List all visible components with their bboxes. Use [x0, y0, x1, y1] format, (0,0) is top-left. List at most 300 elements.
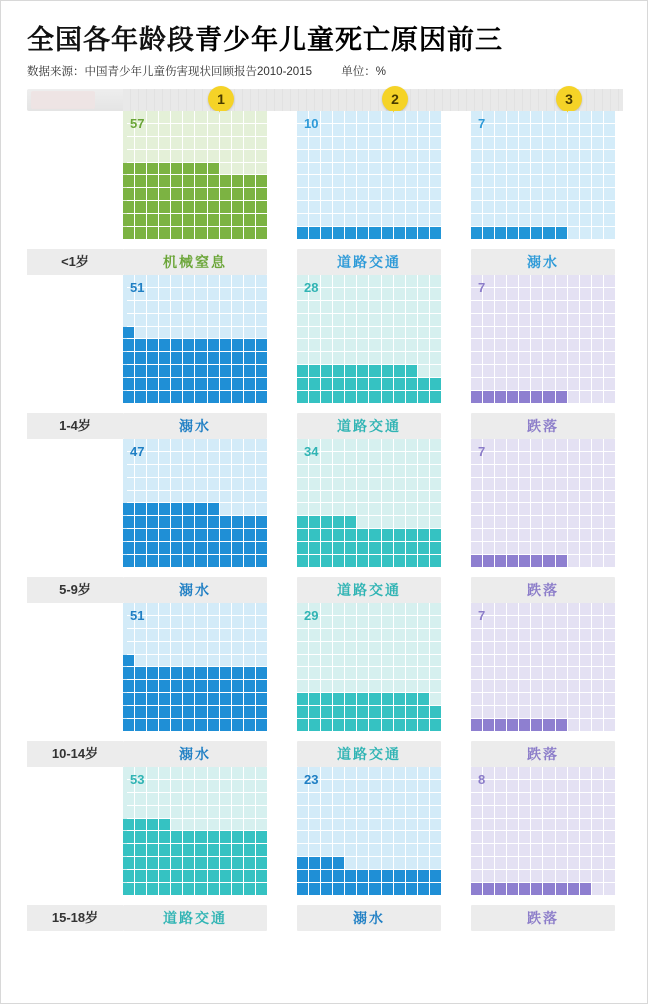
waffle-cell [159, 391, 170, 403]
waffle-cell [297, 465, 308, 477]
waffle-cell [369, 491, 380, 503]
waffle-cell [232, 706, 243, 718]
waffle-chart [123, 275, 267, 403]
waffle-cell [321, 439, 332, 451]
waffle-cell [357, 642, 368, 654]
waffle-cell [406, 793, 417, 805]
age-label [27, 905, 123, 931]
waffle-cell [256, 719, 267, 731]
waffle-cell [580, 831, 591, 843]
waffle-cell [357, 111, 368, 123]
waffle-cell [382, 288, 393, 300]
waffle-cell [418, 831, 429, 843]
waffle-cell [543, 780, 554, 792]
waffle-cell [495, 667, 506, 679]
waffle-cell [183, 844, 194, 856]
waffle-cell [357, 201, 368, 213]
waffle-cell [232, 163, 243, 175]
rank-badge-3: 3 [556, 86, 582, 112]
waffle-cell [171, 227, 182, 239]
waffle-cell [345, 124, 356, 136]
waffle-cell [171, 465, 182, 477]
waffle-cell [321, 201, 332, 213]
waffle-cell [309, 655, 320, 667]
waffle-cell [369, 529, 380, 541]
waffle-cell [418, 719, 429, 731]
waffle-cell [147, 491, 158, 503]
cause-label-text: 溺水 [527, 254, 559, 270]
waffle-cell [382, 857, 393, 869]
waffle-cell [543, 719, 554, 731]
waffle-cell [382, 452, 393, 464]
waffle-cell [123, 529, 134, 541]
waffle-cell [321, 163, 332, 175]
cause-block [123, 111, 267, 275]
waffle-cell [369, 124, 380, 136]
waffle-grid [123, 767, 267, 895]
waffle-cell [418, 629, 429, 641]
value-label: 7 [478, 444, 486, 459]
waffle-cell [171, 767, 182, 779]
waffle-cell [369, 365, 380, 377]
waffle-cell [592, 642, 603, 654]
waffle-cell [147, 201, 158, 213]
waffle-cell [394, 175, 405, 187]
waffle-cell [495, 655, 506, 667]
waffle-cell [519, 163, 530, 175]
waffle-cell [592, 491, 603, 503]
waffle-cell [483, 655, 494, 667]
waffle-cell [297, 642, 308, 654]
waffle-cell [430, 378, 441, 390]
waffle-cell [531, 124, 542, 136]
waffle-cell [183, 452, 194, 464]
waffle-cell [556, 327, 567, 339]
cause-label [297, 413, 441, 439]
waffle-cell [382, 793, 393, 805]
waffle-cell [394, 124, 405, 136]
waffle-cell [406, 831, 417, 843]
waffle-cell [220, 719, 231, 731]
waffle-cell [543, 793, 554, 805]
age-label-text: 15-18岁 [51, 910, 99, 925]
waffle-cell [220, 288, 231, 300]
waffle-cell [531, 478, 542, 490]
waffle-cell [483, 465, 494, 477]
waffle-cell [220, 175, 231, 187]
waffle-cell [543, 314, 554, 326]
waffle-cell [430, 478, 441, 490]
waffle-cell [471, 227, 482, 239]
cause-block [123, 767, 267, 931]
waffle-cell [495, 516, 506, 528]
waffle-cell [543, 465, 554, 477]
waffle-cell [256, 288, 267, 300]
waffle-cell [195, 365, 206, 377]
waffle-chart [123, 111, 267, 239]
waffle-cell [604, 503, 615, 515]
waffle-cell [321, 227, 332, 239]
waffle-cell [220, 883, 231, 895]
waffle-cell [159, 542, 170, 554]
waffle-cell [580, 201, 591, 213]
waffle-cell [195, 124, 206, 136]
waffle-cell [556, 831, 567, 843]
waffle-cell [369, 629, 380, 641]
waffle-cell [333, 642, 344, 654]
waffle-chart [471, 603, 615, 731]
waffle-cell [430, 629, 441, 641]
waffle-cell [394, 314, 405, 326]
waffle-cell [345, 188, 356, 200]
waffle-cell [430, 642, 441, 654]
waffle-cell [556, 163, 567, 175]
waffle-cell [394, 227, 405, 239]
waffle-cell [394, 352, 405, 364]
age-group-row [27, 111, 623, 275]
waffle-cell [495, 883, 506, 895]
waffle-cell [418, 542, 429, 554]
waffle-cell [220, 616, 231, 628]
waffle-cell [333, 767, 344, 779]
waffle-cell [159, 819, 170, 831]
waffle-cell [531, 391, 542, 403]
waffle-cell [556, 339, 567, 351]
waffle-cell [345, 831, 356, 843]
waffle-cell [333, 555, 344, 567]
waffle-cell [309, 214, 320, 226]
waffle-cell [159, 555, 170, 567]
age-group-row [27, 275, 623, 439]
waffle-cell [556, 314, 567, 326]
waffle-cell [195, 391, 206, 403]
waffle-cell [406, 819, 417, 831]
waffle-cell [495, 188, 506, 200]
waffle-cell [543, 706, 554, 718]
waffle-cell [309, 542, 320, 554]
waffle-cell [519, 214, 530, 226]
waffle-cell [208, 616, 219, 628]
cause-label-text: 道路交通 [337, 418, 401, 434]
waffle-cell [297, 883, 308, 895]
waffle-cell [256, 227, 267, 239]
waffle-cell [123, 301, 134, 313]
waffle-cell [309, 706, 320, 718]
waffle-cell [244, 667, 255, 679]
waffle-cell [507, 516, 518, 528]
waffle-cell [333, 819, 344, 831]
waffle-cell [568, 365, 579, 377]
waffle-cell [604, 150, 615, 162]
waffle-cell [418, 870, 429, 882]
waffle-cell [357, 288, 368, 300]
waffle-cell [369, 378, 380, 390]
waffle-grid [297, 767, 441, 895]
waffle-cell [333, 352, 344, 364]
waffle-cell [592, 870, 603, 882]
waffle-cell [232, 503, 243, 515]
waffle-cell [592, 629, 603, 641]
waffle-cell [471, 870, 482, 882]
waffle-cell [580, 629, 591, 641]
waffle-cell [507, 478, 518, 490]
waffle-cell [592, 883, 603, 895]
waffle-cell [123, 327, 134, 339]
waffle-cell [159, 806, 170, 818]
waffle-cell [183, 314, 194, 326]
waffle-cell [147, 819, 158, 831]
waffle-cell [580, 314, 591, 326]
waffle-cell [430, 452, 441, 464]
waffle-cell [483, 188, 494, 200]
waffle-cell [531, 616, 542, 628]
waffle-cell [519, 327, 530, 339]
waffle-cell [568, 680, 579, 692]
waffle-cell [519, 655, 530, 667]
waffle-cell [135, 555, 146, 567]
waffle-grid [471, 767, 615, 895]
waffle-cell [195, 693, 206, 705]
waffle-cell [592, 175, 603, 187]
waffle-cell [357, 378, 368, 390]
waffle-cell [147, 793, 158, 805]
waffle-cell [256, 629, 267, 641]
waffle-cell [483, 706, 494, 718]
waffle-cell [195, 629, 206, 641]
waffle-cell [333, 719, 344, 731]
waffle-cell [147, 365, 158, 377]
waffle-cell [418, 655, 429, 667]
waffle-cell [345, 616, 356, 628]
waffle-cell [171, 831, 182, 843]
waffle-cell [430, 339, 441, 351]
waffle-cell [483, 391, 494, 403]
waffle-chart [297, 603, 441, 731]
waffle-cell [208, 642, 219, 654]
waffle-cell [604, 806, 615, 818]
waffle-cell [543, 819, 554, 831]
waffle-cell [471, 201, 482, 213]
waffle-cell [220, 478, 231, 490]
waffle-cell [418, 339, 429, 351]
waffle-cell [568, 693, 579, 705]
waffle-cell [333, 175, 344, 187]
waffle-cell [357, 439, 368, 451]
waffle-cell [333, 516, 344, 528]
waffle-cell [394, 667, 405, 679]
waffle-cell [483, 137, 494, 149]
waffle-cell [382, 503, 393, 515]
waffle-cell [495, 529, 506, 541]
waffle-cell [382, 529, 393, 541]
waffle-cell [345, 542, 356, 554]
waffle-cell [519, 693, 530, 705]
waffle-cell [220, 378, 231, 390]
waffle-cell [507, 301, 518, 313]
waffle-cell [369, 793, 380, 805]
waffle-cell [333, 137, 344, 149]
waffle-cell [171, 275, 182, 287]
waffle-cell [321, 465, 332, 477]
waffle-cell [135, 301, 146, 313]
waffle-cell [171, 111, 182, 123]
waffle-cell [430, 227, 441, 239]
waffle-cell [394, 378, 405, 390]
waffle-cell [369, 301, 380, 313]
waffle-cell [183, 629, 194, 641]
waffle-cell [208, 667, 219, 679]
waffle-cell [333, 275, 344, 287]
waffle-cell [195, 819, 206, 831]
waffle-cell [321, 857, 332, 869]
waffle-cell [357, 603, 368, 615]
waffle-cell [519, 301, 530, 313]
waffle-cell [592, 667, 603, 679]
waffle-cell [123, 339, 134, 351]
waffle-cell [244, 150, 255, 162]
waffle-cell [256, 175, 267, 187]
waffle-cell [531, 465, 542, 477]
waffle-cell [333, 603, 344, 615]
waffle-cell [495, 616, 506, 628]
waffle-cell [256, 503, 267, 515]
waffle-cell [406, 465, 417, 477]
waffle-cell [244, 327, 255, 339]
waffle-cell [556, 693, 567, 705]
waffle-cell [369, 642, 380, 654]
waffle-cell [321, 111, 332, 123]
age-label [27, 413, 123, 439]
waffle-cell [123, 378, 134, 390]
waffle-cell [183, 819, 194, 831]
waffle-cell [592, 301, 603, 313]
waffle-cell [171, 693, 182, 705]
waffle-cell [568, 767, 579, 779]
waffle-cell [195, 491, 206, 503]
waffle-cell [147, 163, 158, 175]
waffle-cell [256, 491, 267, 503]
waffle-cell [483, 516, 494, 528]
waffle-cell [345, 478, 356, 490]
waffle-cell [394, 478, 405, 490]
waffle-cell [195, 780, 206, 792]
waffle-cell [519, 137, 530, 149]
waffle-cell [183, 439, 194, 451]
waffle-cell [208, 327, 219, 339]
waffle-cell [507, 870, 518, 882]
waffle-cell [147, 124, 158, 136]
waffle-cell [369, 327, 380, 339]
waffle-chart [123, 439, 267, 567]
waffle-cell [568, 288, 579, 300]
waffle-cell [604, 137, 615, 149]
waffle-cell [418, 616, 429, 628]
waffle-cell [220, 465, 231, 477]
waffle-cell [604, 680, 615, 692]
waffle-cell [333, 452, 344, 464]
age-group-row [27, 767, 623, 931]
waffle-cell [232, 214, 243, 226]
waffle-cell [256, 516, 267, 528]
waffle-cell [208, 227, 219, 239]
waffle-cell [244, 214, 255, 226]
waffle-cell [369, 844, 380, 856]
waffle-cell [382, 175, 393, 187]
waffle-cell [309, 883, 320, 895]
waffle-cell [430, 327, 441, 339]
waffle-cell [220, 529, 231, 541]
waffle-cell [159, 452, 170, 464]
waffle-cell [580, 844, 591, 856]
waffle-cell [406, 452, 417, 464]
waffle-cell [357, 339, 368, 351]
waffle-cell [394, 452, 405, 464]
waffle-cell [208, 693, 219, 705]
waffle-cell [244, 503, 255, 515]
waffle-cell [604, 844, 615, 856]
waffle-cell [483, 693, 494, 705]
waffle-cell [519, 378, 530, 390]
waffle-cell [382, 439, 393, 451]
waffle-cell [123, 175, 134, 187]
waffle-cell [220, 491, 231, 503]
waffle-cell [345, 491, 356, 503]
waffle-cell [232, 629, 243, 641]
waffle-cell [382, 693, 393, 705]
waffle-cell [556, 175, 567, 187]
waffle-cell [418, 793, 429, 805]
waffle-cell [592, 465, 603, 477]
waffle-cell [195, 503, 206, 515]
waffle-cell [208, 491, 219, 503]
waffle-cell [195, 111, 206, 123]
waffle-cell [345, 227, 356, 239]
waffle-cell [232, 391, 243, 403]
waffle-cell [568, 150, 579, 162]
waffle-cell [394, 391, 405, 403]
waffle-cell [135, 806, 146, 818]
waffle-cell [297, 667, 308, 679]
waffle-cell [357, 693, 368, 705]
waffle-cell [147, 555, 158, 567]
waffle-cell [580, 680, 591, 692]
waffle-cell [543, 603, 554, 615]
waffle-cell [531, 188, 542, 200]
waffle-cell [543, 188, 554, 200]
waffle-cell [556, 188, 567, 200]
waffle-cell [232, 529, 243, 541]
waffle-cell [543, 642, 554, 654]
waffle-cell [471, 844, 482, 856]
waffle-cell [232, 780, 243, 792]
waffle-cell [430, 365, 441, 377]
waffle-cell [159, 175, 170, 187]
waffle-cell [309, 806, 320, 818]
waffle-cell [220, 516, 231, 528]
waffle-cell [256, 819, 267, 831]
waffle-cell [321, 706, 332, 718]
waffle-cell [244, 555, 255, 567]
waffle-cell [309, 465, 320, 477]
waffle-cell [135, 857, 146, 869]
waffle-cell [531, 339, 542, 351]
waffle-cell [159, 655, 170, 667]
waffle-cell [495, 491, 506, 503]
waffle-cell [592, 516, 603, 528]
waffle-cell [183, 503, 194, 515]
waffle-cell [531, 111, 542, 123]
waffle-cell [418, 706, 429, 718]
